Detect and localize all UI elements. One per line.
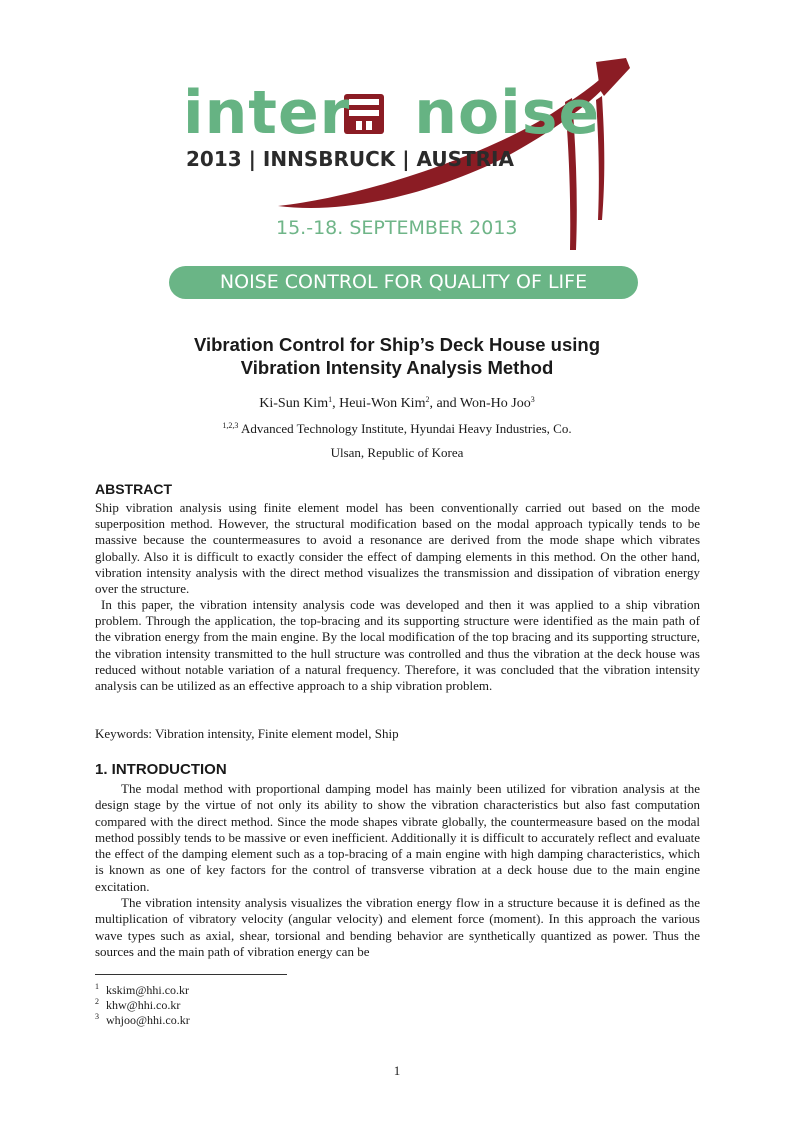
- introduction-paragraph-2: The vibration intensity analysis visualizes the vibration energy flow in a structure because it is defined as the multiplication of vibratory velocity (angular velocity) and element force (moment). In this approach the various wave types such as axial, shear, torsional and bending behavior are synthetically quantized as power. Thus the sources and the main path of vibration energy can be: [95, 895, 700, 959]
- affiliation-text: Advanced Technology Institute, Hyundai Heavy Industries, Co.: [238, 421, 572, 436]
- author-separator: ,: [332, 396, 340, 411]
- footnote-email: kskim@hhi.co.kr: [106, 983, 190, 997]
- keywords: Keywords: Vibration intensity, Finite element model, Ship: [95, 726, 399, 741]
- conference-motto-banner: NOISE CONTROL FOR QUALITY OF LIFE: [169, 266, 638, 299]
- paper-title: [100, 333, 694, 379]
- footnote: [95, 998, 180, 1013]
- author-mark: 2: [425, 395, 430, 404]
- affiliation-location: Ulsan, Republic of Korea: [330, 445, 464, 460]
- footnote: [95, 983, 189, 998]
- author-list: [100, 395, 694, 413]
- author-mark: 3: [530, 395, 535, 404]
- conference-name-left: inter: [183, 78, 351, 148]
- conference-name: [183, 78, 600, 148]
- author-name: Heui-Won Kim: [339, 396, 426, 411]
- introduction-paragraph-1: The modal method with proportional damping model has mainly been utilized for vibration analysis at the design stage by the virtue of not only its ability to show the vibration characteristics but also fast computation compared with the direct method. Since the mode shapes vibrate globally, the countermeasure based on the modal method possibly tends to be massive or even inefficient. Additionally it is difficult to accurately reflect and evaluate the effect of the damping element such as a top-bracing of a main engine with high damping characteristics, which is known as one of key factors for the control of transverse vibration at a deck house due to the main engine excitation.: [95, 781, 700, 894]
- abstract-paragraph-2: In this paper, the vibration intensity analysis code was developed and then it was applied to a ship vibration problem. Through the application, the top-bracing and its supporting structure were identified as the main path of the vibration energy from the main engine. By the local modification of the top bracing and its supporting structure, the vibration intensity transmitted to the hull structure was controlled and thus the vibration at the deck house was reduced without notable variation of a natural frequency. Therefore, it was concluded that the vibration intensity analysis can be utilized as an effective approach to a ship vibration problem.: [95, 597, 700, 694]
- page-number: 1: [393, 1063, 401, 1078]
- conference-name-right: noise: [414, 78, 601, 148]
- footnote-number: 1: [95, 982, 99, 991]
- footnote-divider: [95, 974, 287, 975]
- affiliation-marks: 1,2,3: [222, 421, 239, 430]
- author-mark: 1: [328, 395, 333, 404]
- footnote-number: 3: [95, 1012, 99, 1021]
- footnote: [95, 1013, 190, 1028]
- introduction-heading: 1. INTRODUCTION: [95, 761, 227, 778]
- footnote-email: khw@hhi.co.kr: [106, 998, 181, 1012]
- paper-title-line-1: Vibration Control for Ship’s Deck House using: [193, 334, 600, 355]
- abstract-heading: ABSTRACT: [95, 481, 172, 497]
- affiliation: [100, 420, 694, 438]
- ribbon-tail: [596, 58, 630, 96]
- author-name: Won-Ho Joo: [459, 396, 531, 411]
- author-name: Ki-Sun Kim: [259, 396, 329, 411]
- author-separator: , and: [429, 396, 460, 411]
- footnote-number: 2: [95, 997, 99, 1006]
- footnote-email: whjoo@hhi.co.kr: [106, 1013, 190, 1027]
- conference-subtitle: 2013 | INNSBRUCK | AUSTRIA: [186, 147, 514, 171]
- abstract-paragraph-1: Ship vibration analysis using finite element model has been conventionally carried out based on the mode superposition method. However, the structural modification based on the modal approach typically tends to be massive because the countermeasures to avoid a resonance are derived from the mode shape which vibrates globally. Also it is difficult to exactly consider the effect of damping elements in this method. On the other hand, vibration intensity analysis with the direct method visualizes the transmission and dissipation of vibration energy over the structure.: [95, 500, 700, 597]
- paper-title-line-2: Vibration Intensity Analysis Method: [240, 357, 554, 378]
- conference-dates: 15.-18. SEPTEMBER 2013: [276, 217, 518, 239]
